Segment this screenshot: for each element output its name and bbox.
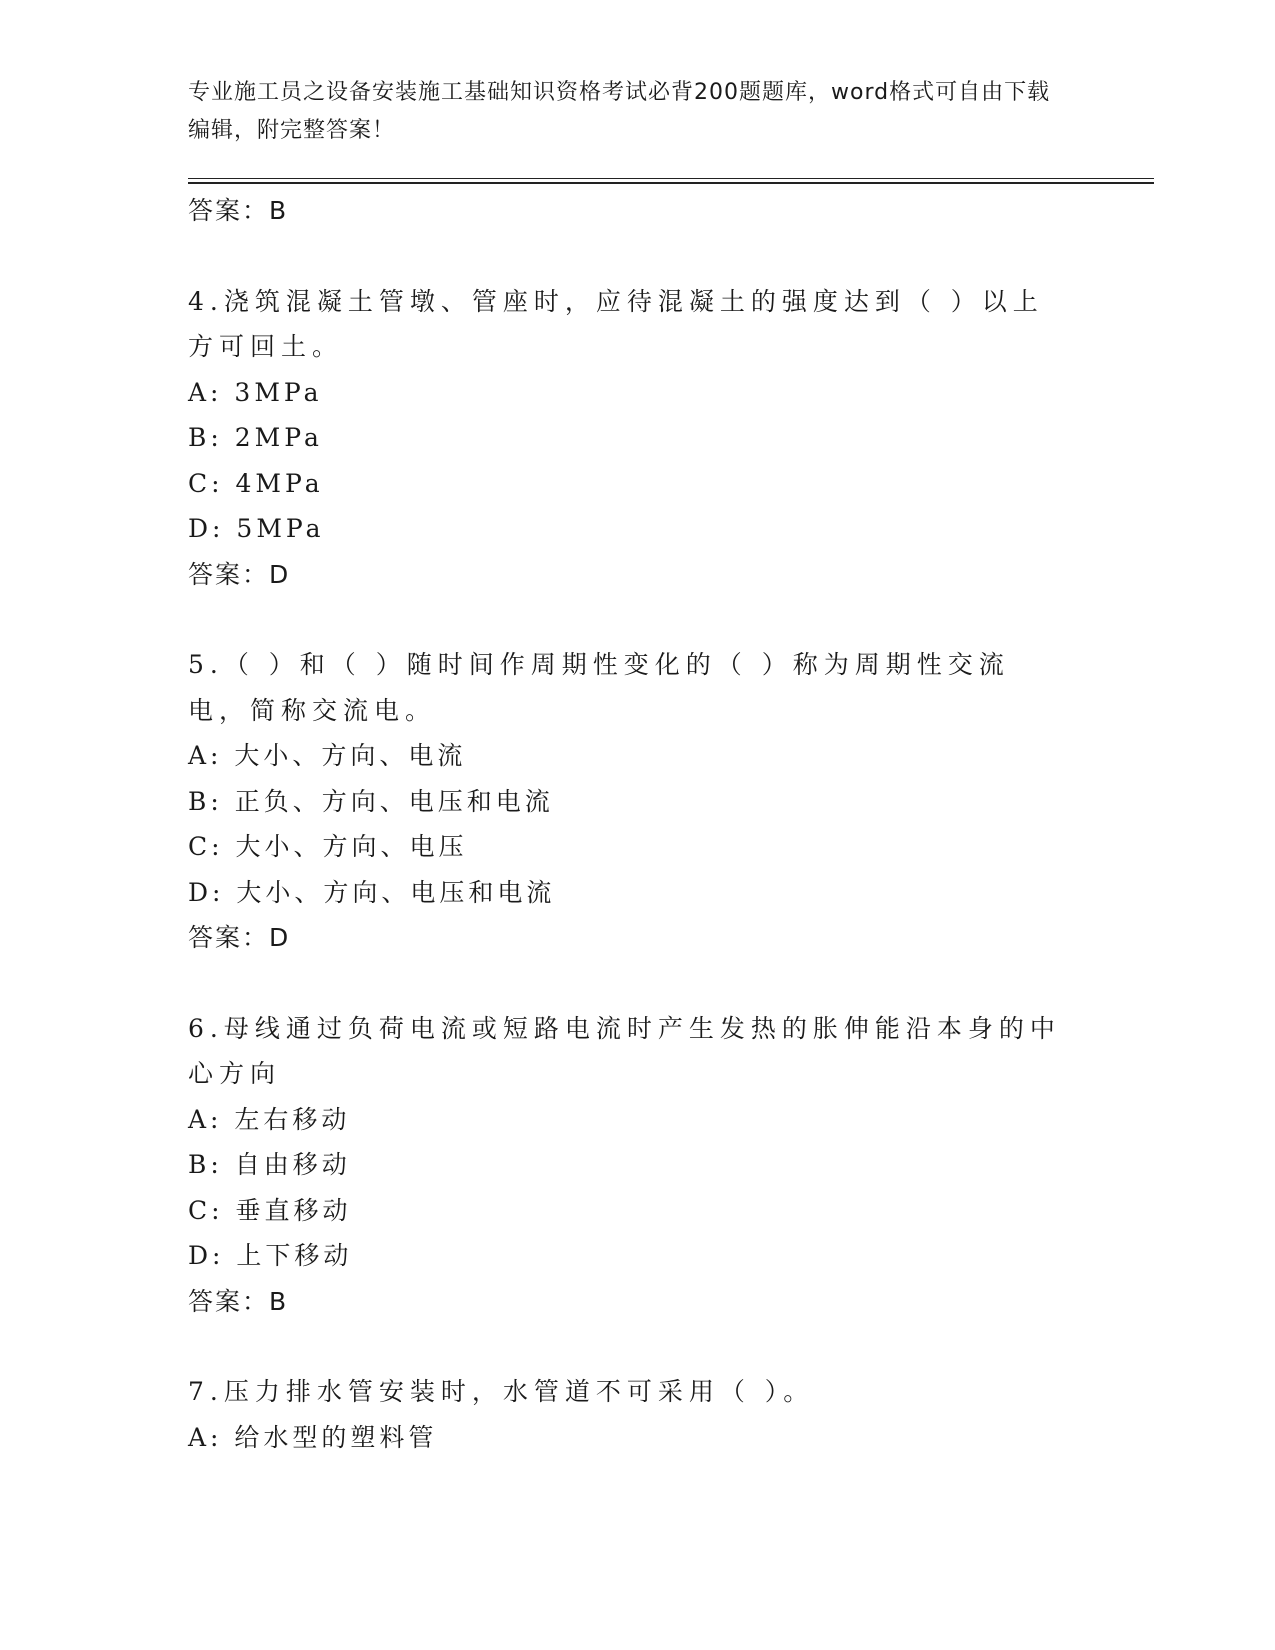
answer-line: 答案：B [188, 1286, 289, 1316]
option-d: D: 大小、方向、电压和电流 [188, 877, 556, 907]
option-a: A: 给水型的塑料管 [188, 1422, 438, 1452]
option-a: A: 大小、方向、电流 [188, 741, 467, 770]
question-stem: 4.浇筑混凝土管墩、管座时，应待混凝土的强度达到（ ）以上方可回土。 [188, 286, 1044, 361]
question-stem: 5.（ ）和（ ）随时间作周期性变化的（ ）称为周期性交流电，简称交流电。 [188, 650, 1010, 725]
question-block [188, 279, 1088, 598]
option-d: D: 上下移动 [188, 1241, 353, 1270]
option-c: C: 4MPa [188, 468, 324, 498]
option-d: D: 5MPa [188, 514, 325, 543]
option-c: C: 大小、方向、电压 [188, 832, 468, 861]
spacer [188, 961, 1088, 1006]
option-c: C: 垂直移动 [188, 1195, 352, 1225]
answer-line: 答案：D [188, 923, 291, 952]
spacer [188, 1324, 1088, 1369]
header-divider-thin [188, 178, 1154, 179]
document-header: 专业施工员之设备安装施工基础知识资格考试必背200题题库，word格式可自由下载编辑，附完整答案！ [188, 80, 1051, 143]
answer-line: 答案：D [188, 559, 291, 589]
answer-line: 答案：B [188, 196, 289, 225]
spacer [188, 234, 1088, 279]
option-b: B: 2MPa [188, 423, 323, 452]
document-body [188, 188, 1088, 1460]
question-block [188, 1369, 1088, 1460]
option-a: A: 左右移动 [188, 1104, 351, 1134]
question-stem: 7.压力排水管安装时，水管道不可采用（ ）。 [188, 1377, 815, 1406]
spacer [188, 597, 1088, 642]
option-b: B: 正负、方向、电压和电流 [188, 786, 554, 816]
question-stem: 6.母线通过负荷电流或短路电流时产生发热的胀伸能沿本身的中心方向 [188, 1013, 1061, 1088]
question-block [188, 642, 1088, 961]
question-block [188, 1006, 1088, 1325]
option-a: A: 3MPa [188, 377, 323, 407]
option-b: B: 自由移动 [188, 1150, 351, 1179]
header-divider-thick [188, 182, 1154, 184]
